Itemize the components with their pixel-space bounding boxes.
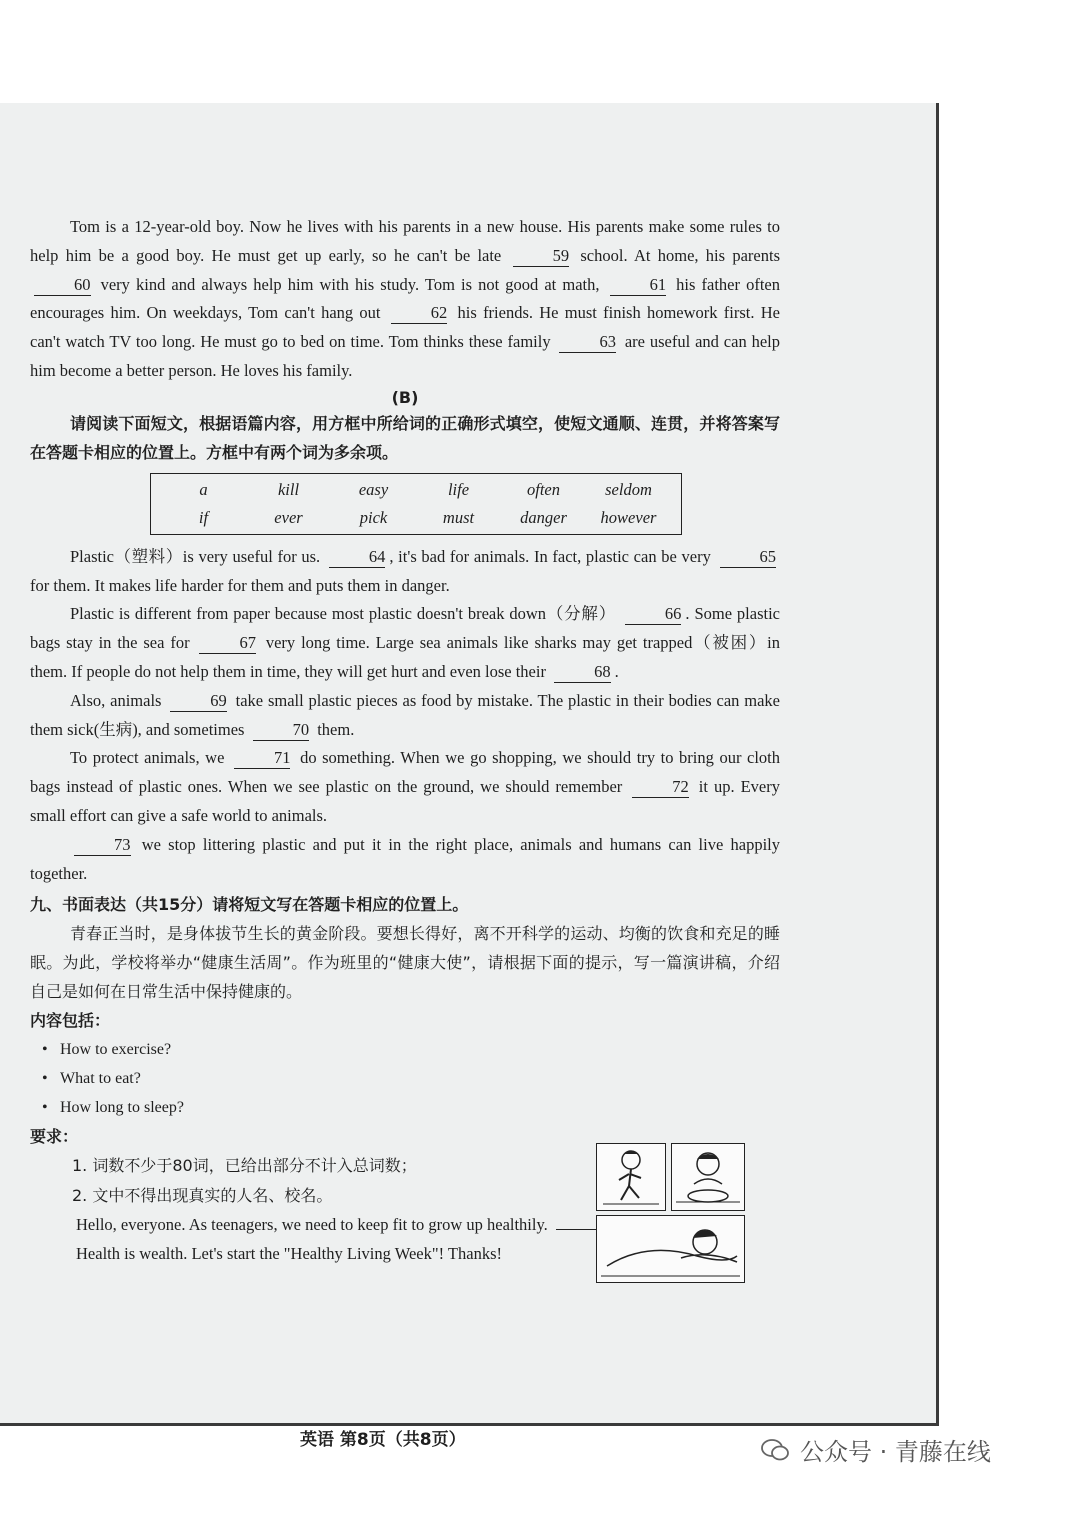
text: Plastic is different from paper because most plastic doesn't break down（分解） bbox=[70, 604, 616, 624]
blank-60: 60 bbox=[34, 275, 91, 296]
running-icon bbox=[597, 1144, 665, 1210]
blank-62: 62 bbox=[391, 303, 448, 324]
section-b-instruction: 请阅读下面短文，根据语篇内容，用方框中所给词的正确形式填空，使短文通顺、连贯，并将答案写在答题卡相应的位置上。方框中有两个词为多余项。 bbox=[30, 413, 780, 462]
page-content bbox=[30, 213, 780, 1269]
text: very long time. Large sea animals like sharks may get trapped（被困）in them. If people do not help them in time, they will get hurt and even lose their bbox=[30, 633, 781, 681]
word: seldom bbox=[605, 479, 652, 499]
bullet-item: • What to eat? bbox=[30, 1064, 780, 1093]
sleeping-child-picture bbox=[596, 1215, 745, 1283]
eating-boy-picture bbox=[671, 1143, 745, 1211]
text: we stop littering plastic and put it in the right place, animals and humans can live happily together. bbox=[30, 834, 780, 883]
blank-73: 73 bbox=[74, 835, 131, 856]
blank-64: 64 bbox=[329, 547, 386, 568]
blank-70: 70 bbox=[253, 720, 310, 741]
word: kill bbox=[277, 479, 300, 499]
content-bullets bbox=[30, 1035, 780, 1122]
section-b-title: (B) bbox=[391, 387, 419, 407]
word: however bbox=[600, 507, 657, 527]
passage-b-p4 bbox=[30, 744, 780, 830]
text: them. bbox=[317, 719, 355, 739]
blank-72: 72 bbox=[632, 777, 689, 798]
watermark bbox=[760, 1432, 991, 1467]
word: easy bbox=[358, 479, 389, 499]
word: danger bbox=[520, 507, 567, 527]
word: life bbox=[447, 479, 470, 499]
text: his friends. He must finish homework first. He can't watch TV too long. He must go to bed on time. Tom thinks these family bbox=[30, 303, 781, 352]
passage-a bbox=[30, 213, 780, 386]
content-label: 内容包括： bbox=[30, 1011, 111, 1031]
watermark-text: 公众号 · 青藤在线 bbox=[800, 1438, 991, 1466]
blank-61: 61 bbox=[610, 275, 667, 296]
text: . Some plastic bags stay in the sea for bbox=[30, 604, 781, 653]
text: Tom is a 12-year-old boy. Now he lives with his parents in a new house. His parents make some rules to help him be a good boy. He must get up early, so he can't be late bbox=[30, 217, 780, 265]
wechat-icon bbox=[760, 1437, 790, 1463]
text: school. At home, his parents bbox=[580, 245, 781, 265]
word: ever bbox=[274, 507, 303, 527]
word: must bbox=[442, 507, 475, 527]
text: , it's bad for animals. In fact, plastic can be very bbox=[389, 546, 711, 566]
text: do something. When we go shopping, we should try to bring our cloth bags instead of plastic ones. When we see plastic on the ground, we should remember bbox=[30, 748, 781, 797]
requirement-1: 1. 词数不少于80词，已给出部分不计入总词数； bbox=[72, 1156, 417, 1176]
text: his father often encourages him. On weekdays, Tom can't hang out bbox=[30, 274, 780, 323]
passage-b-p2 bbox=[30, 600, 780, 686]
writing-prompt: 青春正当时，是身体拔节生长的黄金阶段。要想长得好，离不开科学的运动、均衡的饮食和充足的睡眠。为此，学校将举办“健康生活周”。作为班里的“健康大使”，请根据下面的提示，写一篇演讲稿，介绍自己是如何在日常生活中保持健康的。 bbox=[30, 924, 780, 1002]
word: if bbox=[198, 507, 209, 527]
text: To protect animals, we bbox=[70, 748, 225, 768]
page-footer: 英语 第8页（共8页） bbox=[300, 1430, 466, 1450]
requirement-2: 2. 文中不得出现真实的人名、校名。 bbox=[72, 1186, 333, 1206]
text: for them. It makes life harder for them and puts them in danger. bbox=[30, 575, 450, 595]
word-box bbox=[150, 473, 682, 535]
word: a bbox=[199, 479, 208, 499]
blank-63: 63 bbox=[559, 332, 616, 353]
text: Hello, everyone. As teenagers, we need to keep fit to grow up healthily. bbox=[76, 1215, 548, 1235]
passage-b-p3 bbox=[30, 687, 780, 745]
text: Plastic（塑料）is very useful for us. bbox=[70, 546, 321, 566]
text: take small plastic pieces as food by mistake. The plastic in their bodies can make them sick(生病), and sometimes bbox=[30, 690, 781, 739]
blank-71: 71 bbox=[234, 748, 291, 769]
eating-icon bbox=[672, 1144, 744, 1210]
blank-67: 67 bbox=[199, 633, 256, 654]
passage-b-p5 bbox=[30, 831, 780, 889]
bullet-item: • How long to sleep? bbox=[30, 1093, 780, 1122]
word: pick bbox=[359, 507, 388, 527]
text: very kind and always help him with his study. Tom is not good at math, bbox=[100, 274, 600, 294]
text: it up. Every small effort can give a safe world to animals. bbox=[30, 777, 780, 825]
running-boy-picture bbox=[596, 1143, 666, 1211]
blank-66: 66 bbox=[625, 604, 682, 625]
blank-69: 69 bbox=[170, 691, 227, 712]
essay-end: Health is wealth. Let's start the "Healthy Living Week"! Thanks! bbox=[76, 1244, 502, 1264]
text: Also, animals bbox=[70, 690, 162, 710]
blank-68: 68 bbox=[554, 662, 611, 683]
writing-heading: 九、书面表达（共15分）请将短文写在答题卡相应的位置上。 bbox=[30, 895, 469, 915]
sleeping-icon bbox=[597, 1216, 744, 1282]
passage-b-p1 bbox=[30, 543, 780, 601]
text: are useful and can help him become a better person. He loves his family. bbox=[30, 332, 781, 380]
bullet-item: • How to exercise? bbox=[30, 1035, 780, 1064]
exam-page bbox=[0, 103, 939, 1450]
requirements-label: 要求： bbox=[30, 1127, 79, 1147]
blank-65: 65 bbox=[720, 547, 777, 568]
text: . bbox=[614, 661, 619, 681]
word: often bbox=[527, 479, 560, 499]
blank-59: 59 bbox=[513, 246, 570, 267]
